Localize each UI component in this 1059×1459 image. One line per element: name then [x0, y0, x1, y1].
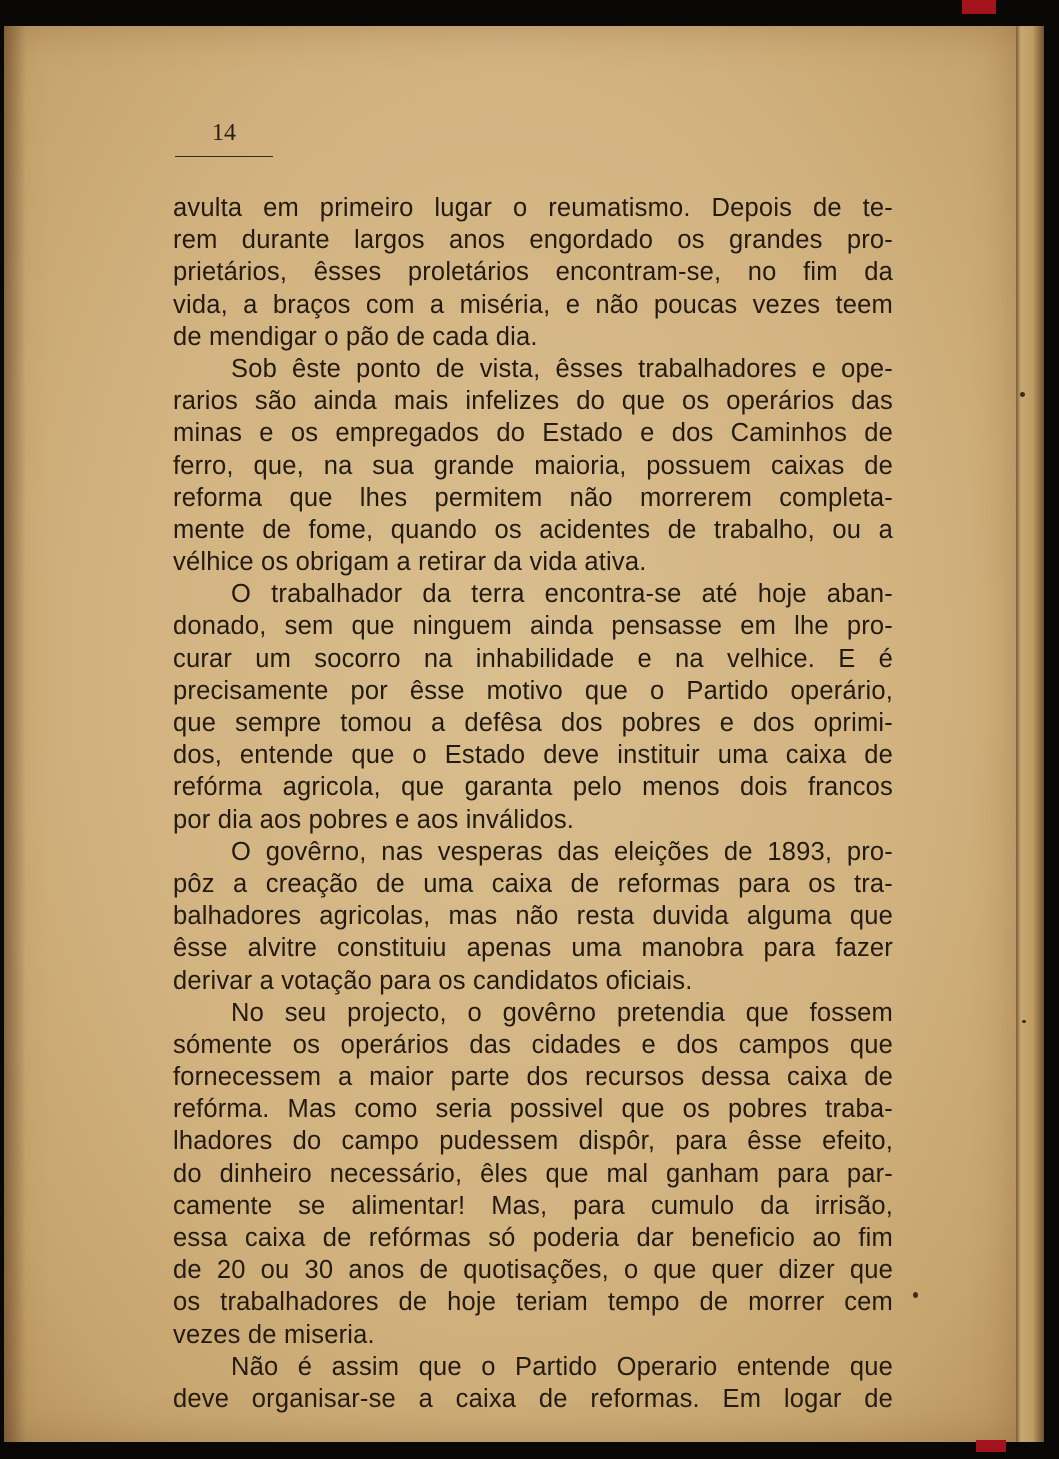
text-line: do dinheiro necessário, êles que mal ganham para par-: [173, 1159, 893, 1188]
text-line: vida, a braços com a miséria, e não poucas vezes teem: [173, 290, 893, 319]
text-line: por dia aos pobres e aos inválidos.: [173, 805, 575, 834]
text-line: refórma. Mas como seria possivel que os pobres traba-: [173, 1095, 893, 1124]
text-line: prietários, êsses proletários encontram-se, no fim da: [173, 258, 893, 287]
text-line: refórma agricola, que garanta pelo menos dois francos: [173, 773, 893, 802]
text-line: deve organisar-se a caixa de reformas. Em logar de: [173, 1384, 893, 1413]
text-line: derivar a votação para os candidatos oficiais.: [173, 966, 693, 995]
text-line: rem durante largos anos engordado os grandes pro-: [173, 226, 893, 255]
text-line: dos, entende que o Estado deve instituir uma caixa de: [173, 741, 893, 770]
page-number: 14: [212, 120, 236, 146]
text-line: rarios são ainda mais infelizes do que os operários das: [173, 387, 893, 416]
paper-speck: [1022, 1020, 1026, 1023]
text-line: balhadores agricolas, mas não resta duvida alguma que: [173, 902, 893, 931]
text-line: O govêrno, nas vesperas das eleições de 1893, pro-: [231, 837, 893, 866]
text-line: avulta em primeiro lugar o reumatismo. Depois de te-: [173, 194, 893, 222]
text-line: que sempre tomou a defêsa dos pobres e dos oprimi-: [173, 709, 893, 737]
text-line: êsse alvitre constituiu apenas uma manobra para fazer: [173, 934, 893, 963]
text-line: O trabalhador da terra encontra-se até hoje aban-: [231, 580, 893, 609]
text-line: vélhice os obrigam a retirar da vida ativa.: [173, 548, 647, 577]
text-line: camente se alimentar! Mas, para cumulo da irrisão,: [173, 1191, 893, 1220]
page-number-rule: [175, 156, 273, 157]
text-line: essa caixa de refórmas só poderia dar beneficio ao fim: [173, 1224, 893, 1252]
text-line: curar um socorro na inhabilidade e na velhice. E é: [173, 644, 893, 673]
page-shadow-left: [4, 26, 26, 1442]
text-line: mente de fome, quando os acidentes de trabalho, ou a: [173, 515, 893, 544]
paper-speck: [1020, 392, 1025, 397]
text-line: Não é assim que o Partido Operario entende que: [231, 1352, 893, 1381]
text-line: fornecessem a maior parte dos recursos dessa caixa de: [173, 1063, 893, 1092]
paper-speck: [913, 1292, 918, 1298]
red-binding-mark-bottom: [976, 1440, 1006, 1452]
page-edge-right: [1016, 26, 1044, 1442]
text-line: ferro, que, na sua grande maioria, possuem caixas de: [173, 451, 893, 480]
text-line: os trabalhadores de hoje teriam tempo de morrer cem: [173, 1288, 893, 1317]
text-line: donado, sem que ninguem ainda pensasse em lhe pro-: [173, 612, 893, 641]
text-line: vezes de miseria.: [173, 1320, 375, 1349]
text-line: minas e os empregados do Estado e dos Caminhos de: [173, 419, 893, 448]
text-line: de 20 ou 30 anos de quotisações, o que quer dizer que: [173, 1256, 893, 1285]
text-line: pôz a creação de uma caixa de reformas para os tra-: [173, 869, 893, 898]
text-line: de mendigar o pão de cada dia.: [173, 322, 538, 351]
text-line: reforma que lhes permitem não morrerem completa-: [173, 483, 893, 512]
text-line: sómente os operários das cidades e dos campos que: [173, 1030, 893, 1059]
red-binding-mark-top: [962, 0, 996, 14]
text-line: lhadores do campo pudessem dispôr, para êsse efeito,: [173, 1127, 893, 1156]
text-line: Sob êste ponto de vista, êsses trabalhadores e ope-: [231, 354, 893, 383]
text-line: No seu projecto, o govêrno pretendia que fossem: [231, 998, 893, 1027]
text-line: precisamente por êsse motivo que o Partido operário,: [173, 676, 893, 705]
body-text: [173, 192, 893, 1415]
